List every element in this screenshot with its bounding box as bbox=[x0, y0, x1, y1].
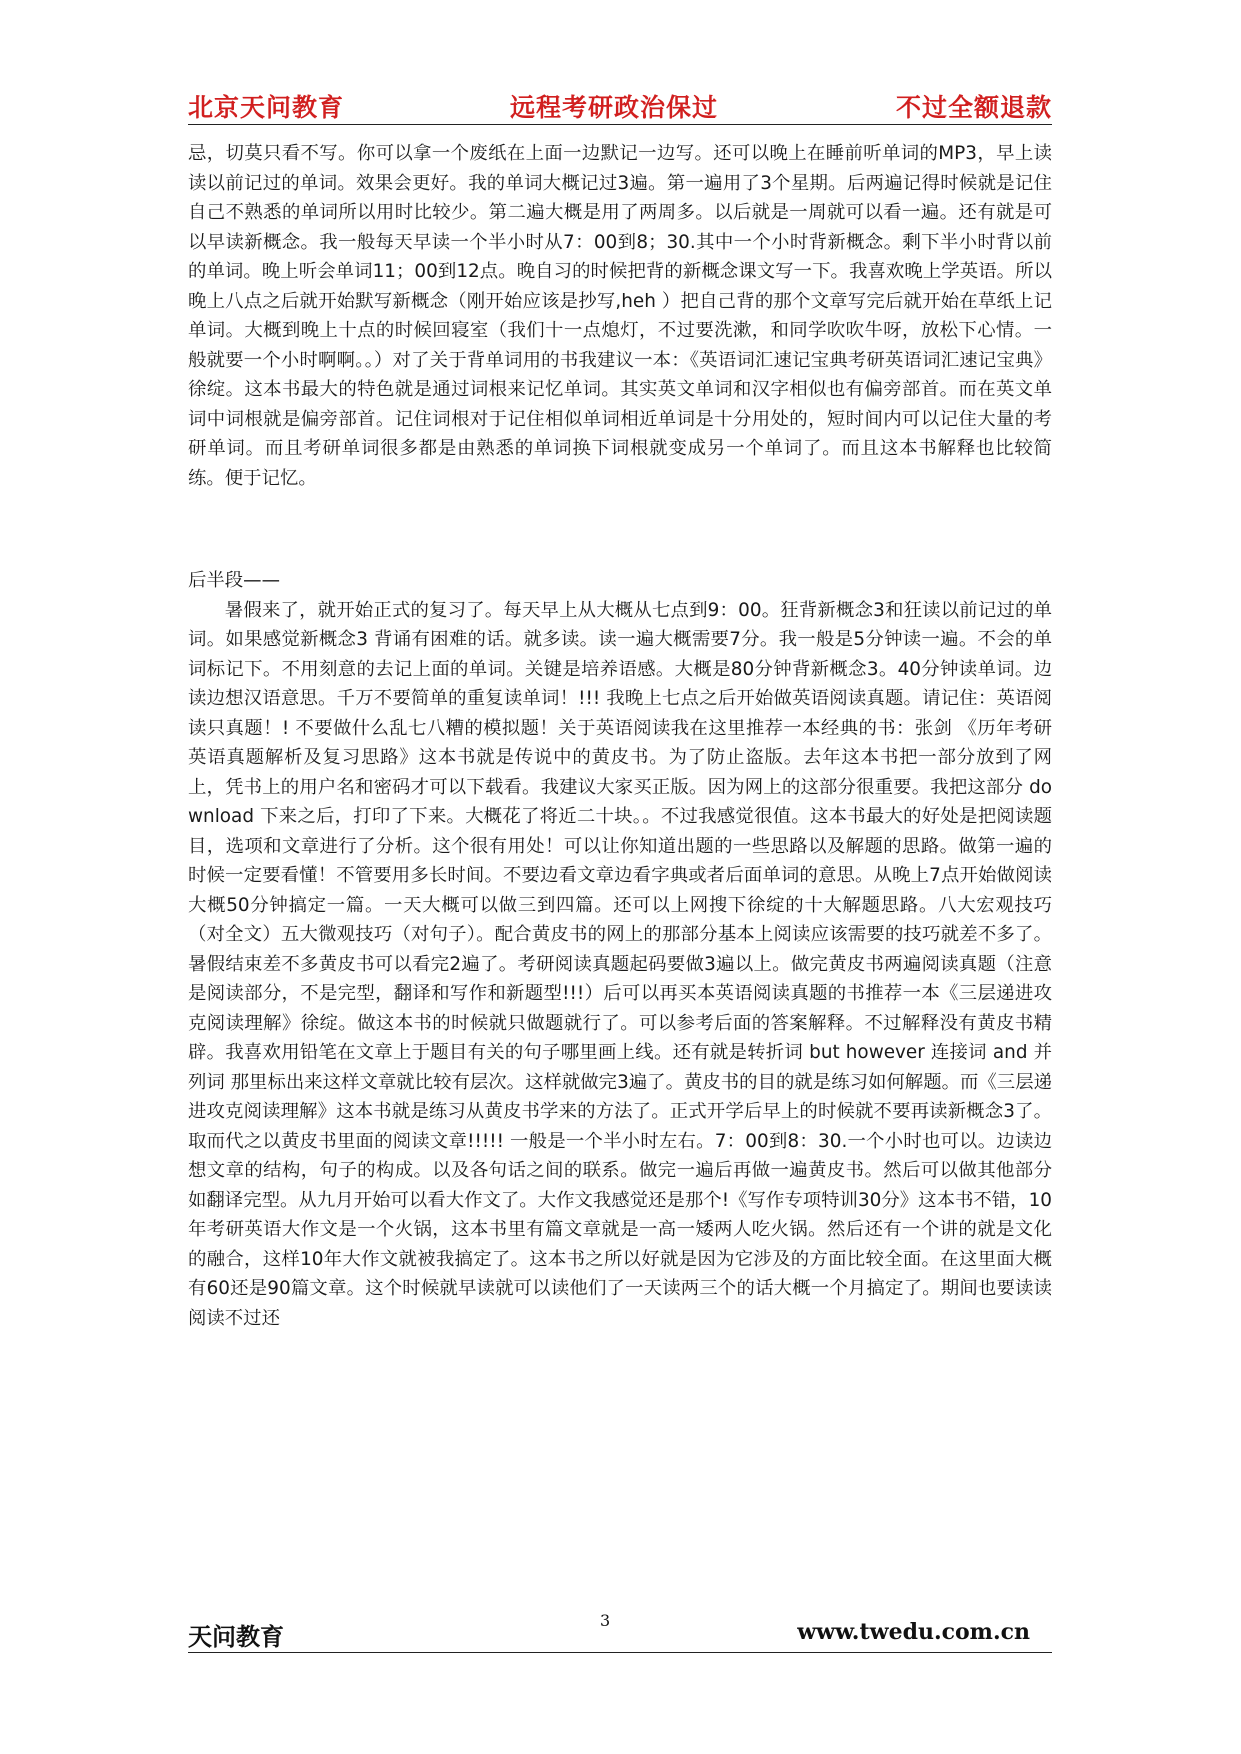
page-number: 3 bbox=[600, 1611, 611, 1630]
header-guarantee: 不过全额退款 bbox=[895, 93, 1052, 122]
body-paragraph-1: 忌，切莫只看不写。你可以拿一个废纸在上面一边默记一边写。还可以晚上在睡前听单词的MP3，早上读读以前记过的单词。效果会更好。我的单词大概记过3遍。第一遍用了3个星期。后两遍记得时候就是记住自己不熟悉的单词所以用时比较少。第二遍大概是用了两周多。以后就是一周就可以看一遍。还有就是可以早读新概念。我一般每天早读一个半小时从7：00到8；30.其中一个小时背新概念。剩下半小时背以前的单词。晚上听会单词11；00到12点。晚自习的时候把背的新概念课文写一下。我喜欢晚上学英语。所以晚上八点之后就开始默写新概念（刚开始应该是抄写,heh ）把自己背的那个文章写完后就开始在草纸上记单词。大概到晚上十点的时候回寝室（我们十一点熄灯，不过要洗漱，和同学吹吹牛呀，放松下心情。一般就要一个小时啊啊。。）对了关于背单词用的书我建议一本：《英语词汇速记宝典考研英语词汇速记宝典》徐绽。这本书最大的特色就是通过词根来记忆单词。其实英文单词和汉字相似也有偏旁部首。而在英文单词中词根就是偏旁部首。记住词根对于记住相似单词相近单词是十分用处的，短时间内可以记住大量的考研单词。而且考研单词很多都是由熟悉的单词换下词根就变成另一个单词了。而且这本书解释也比较简练。便于记忆。 bbox=[188, 143, 1052, 489]
footer-divider bbox=[188, 1652, 1052, 1653]
section-label: 后半段—— bbox=[188, 570, 280, 591]
page-header bbox=[188, 88, 1052, 128]
footer-website: www.twedu.com.cn bbox=[797, 1619, 1030, 1645]
page-footer bbox=[188, 1611, 1052, 1653]
header-brand: 北京天问教育 bbox=[188, 93, 345, 122]
footer-brand: 天问教育 bbox=[188, 1622, 284, 1651]
document-body bbox=[188, 139, 1052, 1333]
header-slogan: 远程考研政治保过 bbox=[510, 93, 719, 122]
header-divider bbox=[188, 124, 1052, 125]
body-paragraph-2: 暑假来了，就开始正式的复习了。每天早上从大概从七点到9：00。狂背新概念3和狂读以前记过的单词。如果感觉新概念3 背诵有困难的话。就多读。读一遍大概需要7分。我一般是5分钟读一遍。不会的单词标记下。不用刻意的去记上面的单词。关键是培养语感。大概是80分钟背新概念3。40分钟读单词。边读边想汉语意思。千万不要简单的重复读单词！!!! 我晚上七点之后开始做英语阅读真题。请记住：英语阅读只真题！! 不要做什么乱七八糟的模拟题！关于英语阅读我在这里推荐一本经典的书：张剑 《历年考研英语真题解析及复习思路》这本书就是传说中的黄皮书。为了防止盗版。去年这本书把一部分放到了网上，凭书上的用户名和密码才可以下载看。我建议大家买正版。因为网上的这部分很重要。我把这部分 download 下来之后，打印了下来。大概花了将近二十块。。不过我感觉很值。这本书最大的好处是把阅读题目，选项和文章进行了分析。这个很有用处！可以让你知道出题的一些思路以及解题的思路。做第一遍的时候一定要看懂！不管要用多长时间。不要边看文章边看字典或者后面单词的意思。从晚上7点开始做阅读大概50分钟搞定一篇。一天大概可以做三到四篇。还可以上网搜下徐绽的十大解题思路。八大宏观技巧（对全文）五大微观技巧（对句子）。配合黄皮书的网上的那部分基本上阅读应该需要的技巧就差不多了。暑假结束差不多黄皮书可以看完2遍了。考研阅读真题起码要做3遍以上。做完黄皮书两遍阅读真题（注意是阅读部分，不是完型，翻译和写作和新题型!!!）后可以再买本英语阅读真题的书推荐一本《三层递进攻克阅读理解》徐绽。做这本书的时候就只做题就行了。可以参考后面的答案解释。不过解释没有黄皮书精辟。我喜欢用铅笔在文章上于题目有关的句子哪里画上线。还有就是转折词 but however 连接词 and 并列词 那里标出来这样文章就比较有层次。这样就做完3遍了。黄皮书的目的就是练习如何解题。而《三层递进攻克阅读理解》这本书就是练习从黄皮书学来的方法了。正式开学后早上的时候就不要再读新概念3了。取而代之以黄皮书里面的阅读文章!!!!! 一般是一个半小时左右。7：00到8：30.一个小时也可以。边读边想文章的结构，句子的构成。以及各句话之间的联系。做完一遍后再做一遍黄皮书。然后可以做其他部分如翻译完型。从九月开始可以看大作文了。大作文我感觉还是那个!《写作专项特训30分》这本书不错，10年考研英语大作文是一个火锅，这本书里有篇文章就是一高一矮两人吃火锅。然后还有一个讲的就是文化的融合，这样10年大作文就被我搞定了。这本书之所以好就是因为它涉及的方面比较全面。在这里面大概有60还是90篇文章。这个时候就早读就可以读他们了一天读两三个的话大概一个月搞定了。期间也要读读阅读不过还 bbox=[188, 599, 1052, 1329]
